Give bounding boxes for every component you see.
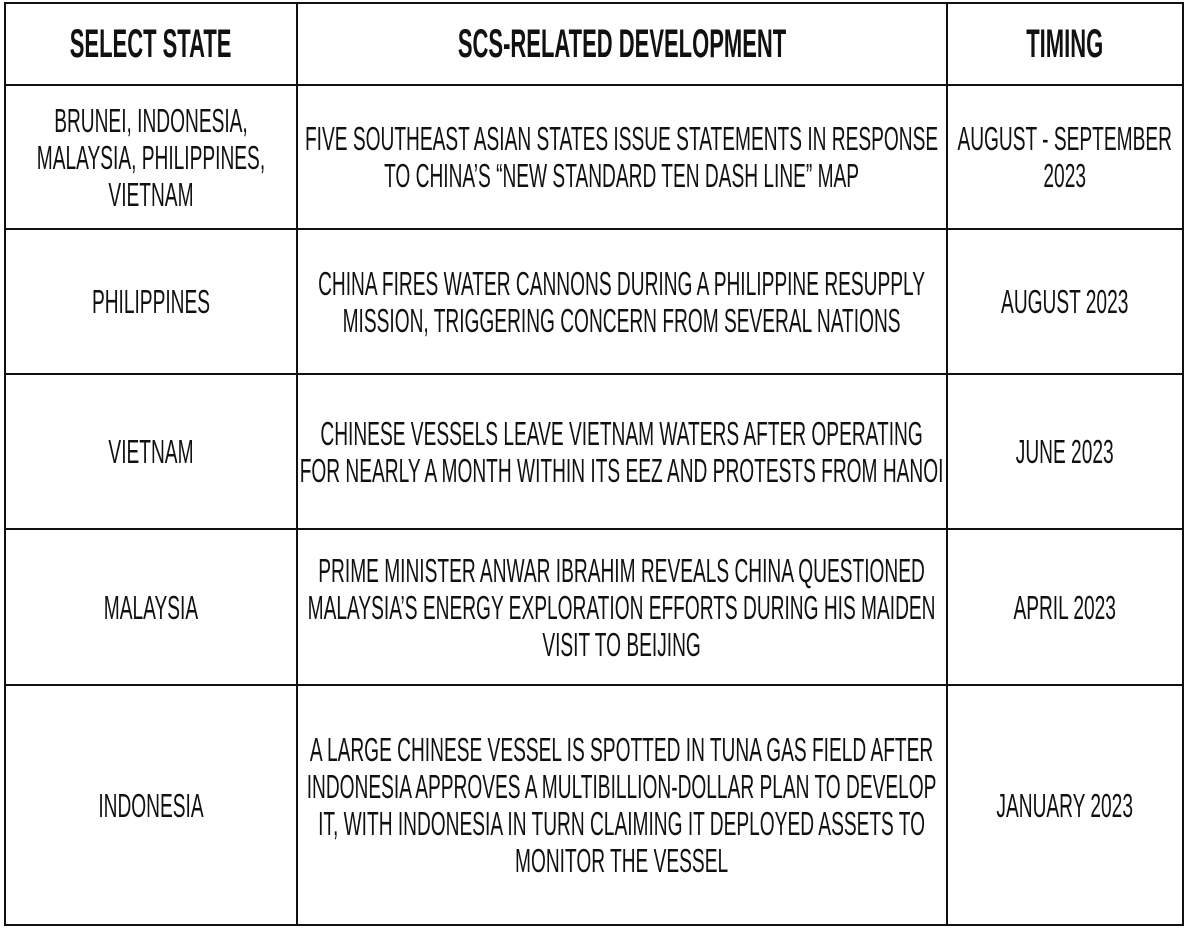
state-text: VIETNAM [108, 433, 194, 470]
timing-text: APRIL 2023 [1013, 588, 1117, 626]
table-row [5, 529, 1183, 685]
header-label: SCS-RELATED DEVELOPMENT [457, 22, 787, 66]
header-label: TIMING [1026, 22, 1104, 66]
table-row [5, 229, 1183, 374]
development-text: CHINA FIRES WATER CANNONS DURING A PHILIPPINE RESUPPLY MISSION, TRIGGERING CONCERN FROM SEVERAL NATIONS [318, 264, 926, 339]
development-text: A LARGE CHINESE VESSEL IS SPOTTED IN TUNA GAS FIELD AFTER INDONESIA APPROVES A MULTIBILLION-DOLLAR PLAN TO DEVELOP IT, WITH INDONESIA IN TURN CLAIMING IT DEPLOYED ASSETS TO MONITOR THE VESSEL [307, 731, 937, 879]
table-row [5, 85, 1183, 229]
timing-cell [947, 229, 1183, 374]
state-cell [5, 529, 297, 685]
table-row [5, 685, 1183, 925]
development-cell [297, 229, 947, 374]
timing-cell [947, 529, 1183, 685]
timing-text: AUGUST 2023 [1001, 283, 1129, 320]
header-row [5, 3, 1183, 85]
timing-text: JUNE 2023 [1016, 433, 1114, 470]
table-row [5, 374, 1183, 529]
state-cell [5, 685, 297, 925]
timing-text: AUGUST - SEPTEMBER 2023 [957, 120, 1173, 194]
state-cell [5, 229, 297, 374]
timing-text: JANUARY 2023 [996, 786, 1134, 824]
state-text: MALAYSIA [103, 588, 199, 626]
timing-cell [947, 685, 1183, 925]
header-label: SELECT STATE [70, 22, 232, 66]
header-timing [947, 3, 1183, 85]
state-text: BRUNEI, INDONESIA, MALAYSIA, PHILIPPINES, VIETNAM [36, 101, 266, 213]
timing-cell [947, 374, 1183, 529]
development-cell [297, 685, 947, 925]
state-cell [5, 85, 297, 229]
state-text: PHILIPPINES [91, 283, 211, 320]
header-select-state [5, 3, 297, 85]
development-cell [297, 374, 947, 529]
development-cell [297, 529, 947, 685]
development-text: FIVE SOUTHEAST ASIAN STATES ISSUE STATEMENTS IN RESPONSE TO CHINA’S “NEW STANDARD TEN DASH LINE” MAP [305, 120, 939, 194]
timing-cell [947, 85, 1183, 229]
scs-developments-table [4, 2, 1184, 926]
development-cell [297, 85, 947, 229]
state-cell [5, 374, 297, 529]
header-development [297, 3, 947, 85]
state-text: INDONESIA [98, 786, 204, 824]
development-text: PRIME MINISTER ANWAR IBRAHIM REVEALS CHINA QUESTIONED MALAYSIA’S ENERGY EXPLORATION EFFORTS DURING HIS MAIDEN VISIT TO BEIJING [308, 551, 936, 663]
development-text: CHINESE VESSELS LEAVE VIETNAM WATERS AFTER OPERATING FOR NEARLY A MONTH WITHIN ITS EEZ AND PROTESTS FROM HANOI [300, 414, 944, 489]
